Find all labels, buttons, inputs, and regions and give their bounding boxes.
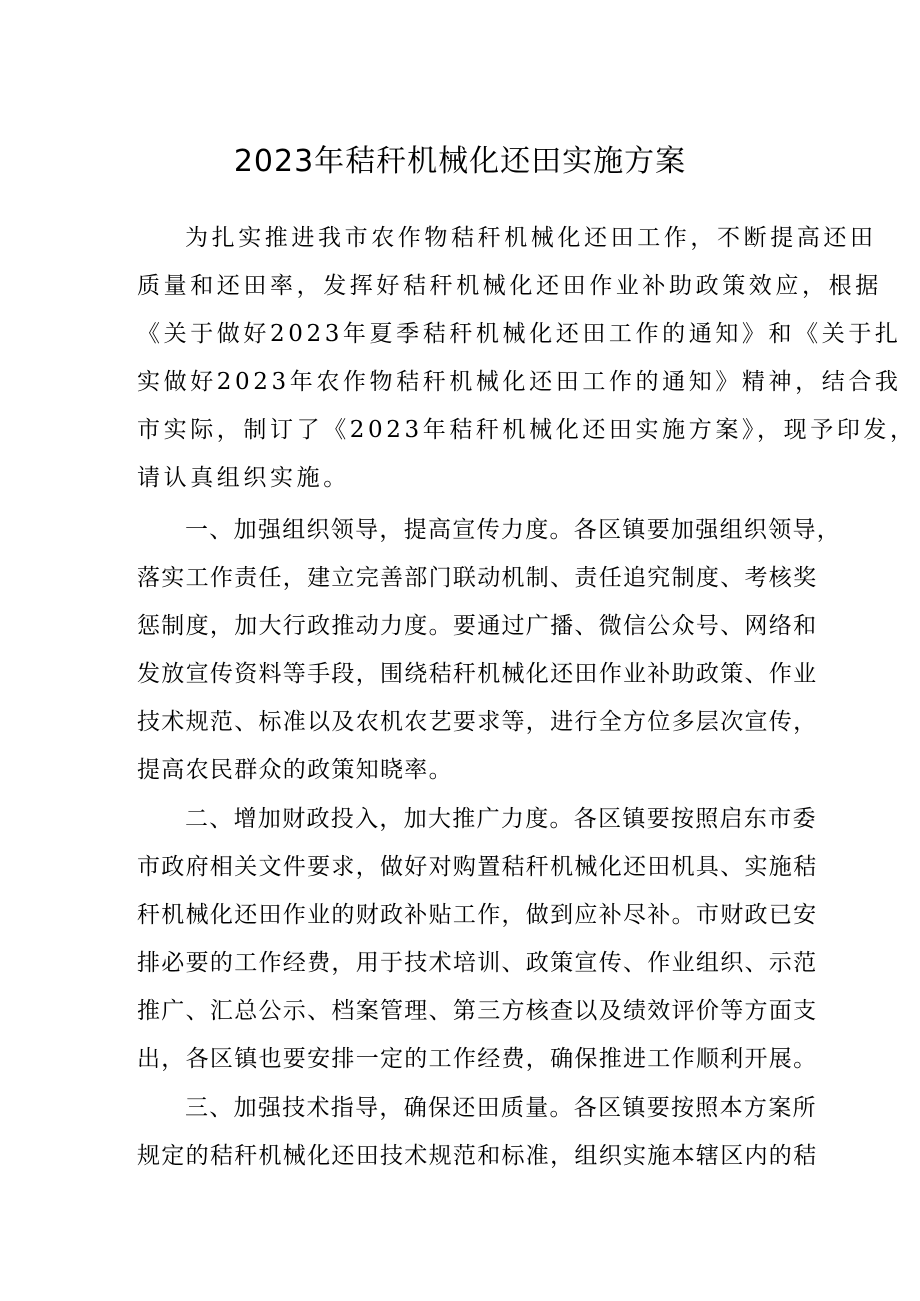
paragraph-3-line-3: 秆机械化还田作业的财政补贴工作，做到应补尽补。市财政已安 [137,902,818,928]
paragraph-1-line-6: 请认真组织实施。 [137,465,350,491]
paragraph-2-line-4: 发放宣传资料等手段，围绕秸秆机械化还田作业补助政策、作业 [137,661,818,687]
paragraph-3-line-6: 出，各区镇也要安排一定的工作经费，确保推进工作顺利开展。 [137,1046,818,1072]
paragraph-1-line-3: 《关于做好2023年夏季秸秆机械化还田工作的通知》和《关于扎 [137,321,902,347]
paragraph-4-line-1: 三、加强技术指导，确保还田质量。各区镇要按照本方案所 [185,1095,817,1121]
paragraph-3-line-5: 推广、汇总公示、档案管理、第三方核查以及绩效评价等方面支 [137,998,818,1024]
paragraph-1-line-5: 市实际，制订了《2023年秸秆机械化还田实施方案》，现予印发， [137,417,917,443]
paragraph-2-line-2: 落实工作责任，建立完善部门联动机制、责任追究制度、考核奖 [137,565,818,591]
paragraph-1-line-1: 为扎实推进我市农作物秸秆机械化还田工作，不断提高还田 [185,225,877,251]
paragraph-3-line-1: 二、增加财政投入，加大推广力度。各区镇要按照启东市委 [185,806,817,832]
paragraph-4-line-2: 规定的秸秆机械化还田技术规范和标准，组织实施本辖区内的秸 [137,1143,818,1169]
paragraph-3-line-2: 市政府相关文件要求，做好对购置秸秆机械化还田机具、实施秸 [137,854,818,880]
paragraph-2-line-6: 提高农民群众的政策知晓率。 [137,757,453,783]
paragraph-3-line-4: 排必要的工作经费，用于技术培训、政策宣传、作业组织、示范 [137,950,818,976]
paragraph-1-line-4: 实做好2023年农作物秸秆机械化还田工作的通知》精神，结合我 [137,369,902,395]
paragraph-2-line-1: 一、加强组织领导，提高宣传力度。各区镇要加强组织领导， [185,517,842,543]
paragraph-2-line-3: 惩制度，加大行政推动力度。要通过广播、微信公众号、网络和 [137,613,818,639]
paragraph-1-line-2: 质量和还田率，发挥好秸秆机械化还田作业补助政策效应，根据 [137,273,882,299]
document-title: 2023年秸秆机械化还田实施方案 [233,144,687,179]
paragraph-2-line-5: 技术规范、标准以及农机农艺要求等，进行全方位多层次宣传， [137,709,818,735]
